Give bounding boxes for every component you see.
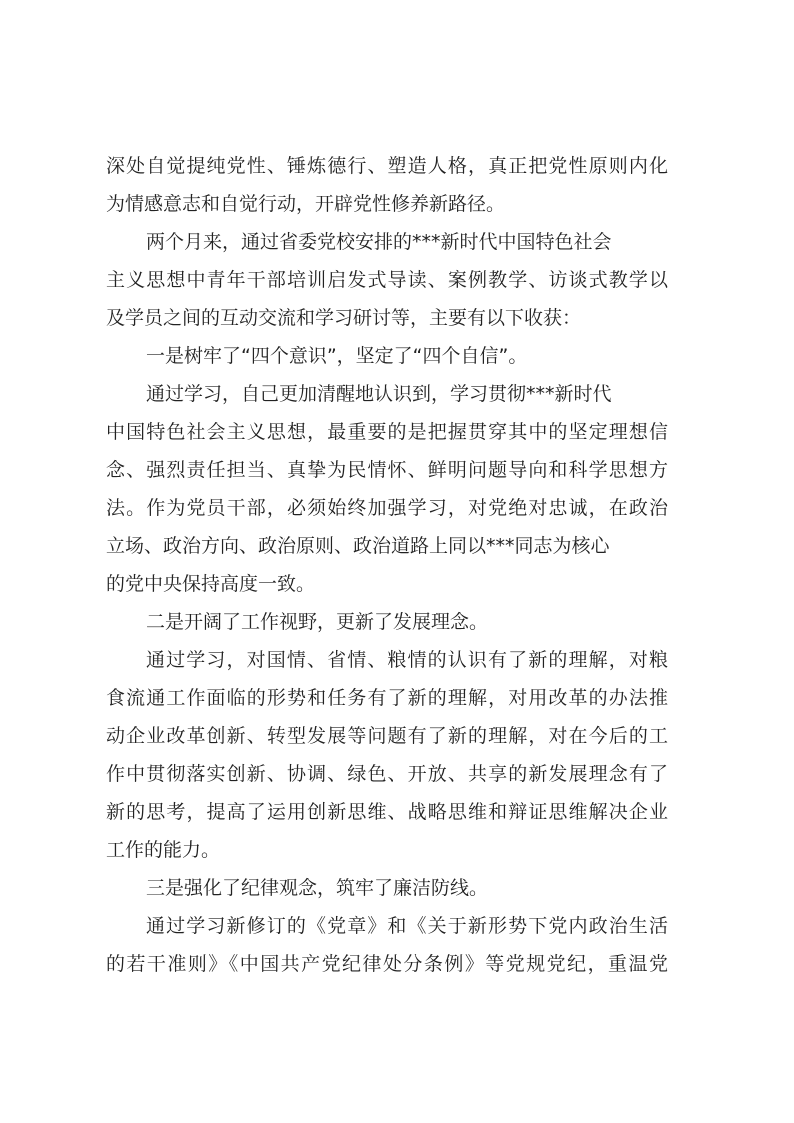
text-line: 立场、政治方向、政治原则、政治道路上同以***同志为核心 [106, 535, 610, 557]
section-heading-3: 三是强化了纪律观念，筑牢了廉洁防线。 [146, 877, 489, 899]
paragraph-start-line: 通过学习，自己更加清醒地认识到，学习贯彻***新时代 [146, 383, 612, 405]
section-heading-2: 二是开阔了工作视野，更新了发展理念。 [146, 611, 489, 633]
text-line: 新的思考，提高了运用创新思维、战略思维和辩证思维解决企业 [106, 801, 668, 823]
text-line: 作中贯彻落实创新、协调、绿色、开放、共享的新发展理念有了 [106, 763, 668, 785]
paragraph-start-line: 通过学习，对国情、省情、粮情的认识有了新的理解，对粮 [146, 649, 668, 671]
text-line: 工作的能力。 [106, 839, 221, 861]
paragraph-start-line: 两个月来，通过省委党校安排的***新时代中国特色社会 [146, 231, 612, 253]
text-line: 的若干准则》《中国共产党纪律处分条例》等党规党纪，重温党 [106, 953, 668, 975]
text-line: 法。作为党员干部，必须始终加强学习，对党绝对忠诚，在政治 [106, 497, 668, 519]
text-line: 食流通工作面临的形势和任务有了新的理解，对用改革的办法推 [106, 687, 668, 709]
text-line: 中国特色社会主义思想，最重要的是把握贯穿其中的坚定理想信 [106, 421, 668, 443]
body-text [106, 147, 668, 983]
text-line: 及学员之间的互动交流和学习研讨等，主要有以下收获： [106, 307, 582, 329]
text-line: 主义思想中青年干部培训启发式导读、案例教学、访谈式教学以 [106, 269, 668, 291]
text-line: 的党中央保持高度一致。 [106, 573, 316, 595]
section-heading-1: 一是树牢了“四个意识”，坚定了“四个自信”。 [146, 345, 528, 367]
text-line: 为情感意志和自觉行动，开辟党性修养新路径。 [106, 193, 506, 215]
text-line: 动企业改革创新、转型发展等问题有了新的理解，对在今后的工 [106, 725, 668, 747]
text-line: 深处自觉提纯党性、锤炼德行、塑造人格，真正把党性原则内化 [106, 155, 668, 177]
paragraph-start-line: 通过学习新修订的《党章》和《关于新形势下党内政治生活 [146, 915, 668, 937]
text-line: 念、强烈责任担当、真挚为民情怀、鲜明问题导向和科学思想方 [106, 459, 668, 481]
